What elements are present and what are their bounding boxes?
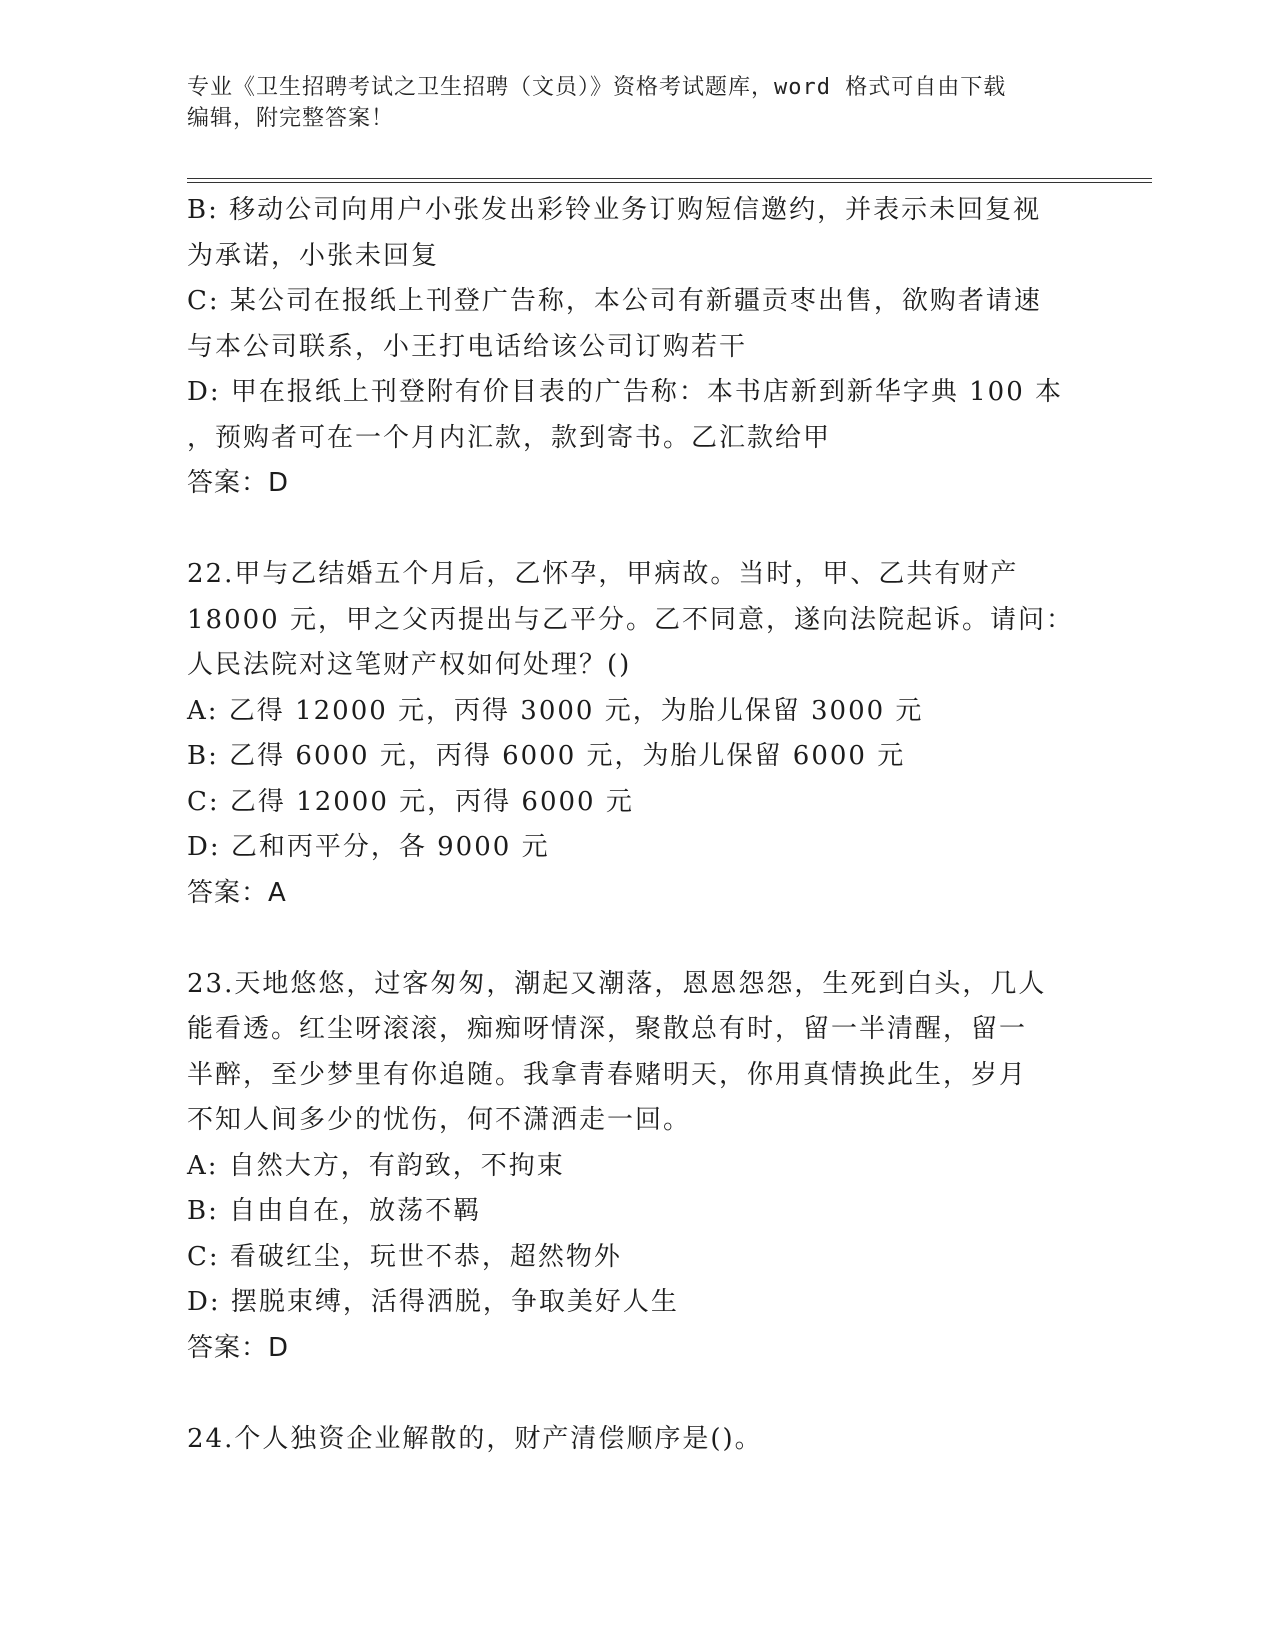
header-line: 编辑，附完整答案！ [187, 106, 395, 131]
option-d-line: D: 甲在报纸上刊登附有价目表的广告称：本书店新到新华字典 100 本 [187, 377, 1064, 407]
answer-line: 答案：A [187, 877, 287, 908]
option-a-line: A: 自然大方，有韵致，不拘束 [187, 1150, 565, 1181]
option-b-line-cont: 为承诺，小张未回复 [187, 240, 440, 271]
question-stem-line: 能看透。红尘呀滚滚，痴痴呀情深，聚散总有时，留一半清醒，留一 [187, 1014, 1028, 1044]
option-d-line: D: 摆脱束缚，活得洒脱，争取美好人生 [187, 1287, 679, 1317]
question-block-24 [187, 1417, 1087, 1463]
block-spacer [187, 507, 1087, 553]
option-b-line: B: 自由自在，放荡不羁 [187, 1196, 482, 1226]
header-divider-top [187, 178, 1152, 179]
option-c-line: C: 某公司在报纸上刊登广告称，本公司有新疆贡枣出售，欲购者请速 [187, 286, 1042, 316]
question-block-23 [187, 962, 1087, 1372]
block-spacer [187, 916, 1087, 962]
question-stem-line: 人民法院对这笔财产权如何处理？() [187, 650, 632, 680]
question-block-21 [187, 188, 1087, 507]
document-header [187, 72, 1067, 134]
question-block-22 [187, 552, 1087, 916]
question-stem-line: 18000 元，甲之父丙提出与乙平分。乙不同意，遂向法院起诉。请问： [187, 604, 1074, 635]
option-c-line-cont: 与本公司联系，小王打电话给该公司订购若干 [187, 331, 748, 362]
answer-line: 答案：D [187, 1332, 290, 1363]
option-d-line: D: 乙和丙平分，各 9000 元 [187, 832, 550, 862]
option-b-line: B: 移动公司向用户小张发出彩铃业务订购短信邀约，并表示未回复视 [187, 195, 1042, 225]
header-line: 专业《卫生招聘考试之卫生招聘（文员）》资格考试题库，word 格式可自由下载 [187, 75, 1007, 100]
block-spacer [187, 1371, 1087, 1417]
header-divider-bottom [187, 182, 1152, 183]
question-list [187, 188, 1087, 1462]
answer-line: 答案：D [187, 468, 290, 498]
question-stem-line: 22.甲与乙结婚五个月后，乙怀孕，甲病故。当时，甲、乙共有财产 [187, 559, 1019, 589]
option-c-line: C: 乙得 12000 元，丙得 6000 元 [187, 786, 634, 817]
question-stem-line: 23.天地悠悠，过客匆匆，潮起又潮落，恩恩怨怨，生死到白头，几人 [187, 968, 1047, 999]
option-a-line: A: 乙得 12000 元，丙得 3000 元，为胎儿保留 3000 元 [187, 695, 924, 726]
option-c-line: C: 看破红尘，玩世不恭，超然物外 [187, 1241, 622, 1272]
question-stem-line: 不知人间多少的忧伤，何不潇洒走一回。 [187, 1105, 692, 1135]
option-b-line: B: 乙得 6000 元，丙得 6000 元，为胎儿保留 6000 元 [187, 741, 906, 771]
option-d-line-cont: ，预购者可在一个月内汇款，款到寄书。乙汇款给甲 [187, 422, 832, 453]
question-stem-line: 24.个人独资企业解散的，财产清偿顺序是()。 [187, 1423, 763, 1454]
question-stem-line: 半醉，至少梦里有你追随。我拿青春赌明天，你用真情换此生，岁月 [187, 1059, 1028, 1090]
